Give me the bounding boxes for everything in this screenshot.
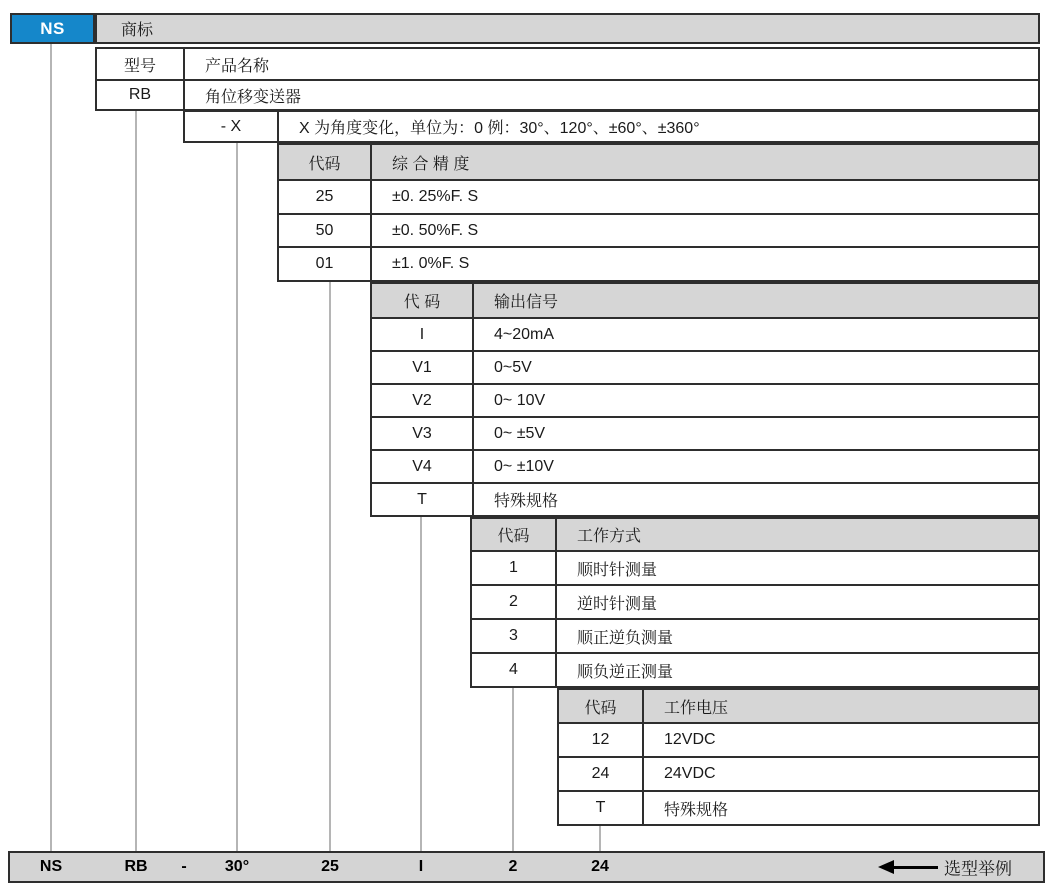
connector-line-angle	[236, 143, 238, 851]
table-row	[372, 383, 1038, 416]
mode-col-value: 工作方式	[557, 519, 1038, 550]
voltage-code: 12	[559, 724, 644, 756]
brand-label-cell	[95, 13, 1040, 44]
table-row	[372, 449, 1038, 482]
connector-line-brand	[50, 44, 52, 851]
output-value: 0~ 10V	[494, 391, 546, 409]
table-row	[472, 618, 1038, 652]
output-value: 0~ ±5V	[494, 424, 546, 442]
example-code-angle: 30°	[224, 858, 250, 875]
connector-line-output	[420, 517, 422, 851]
example-code-brand: NS	[39, 858, 63, 875]
table-header-row	[472, 519, 1038, 550]
mode-code: 3	[472, 620, 557, 652]
accuracy-code: 50	[279, 215, 372, 247]
output-col-code: 代 码	[372, 284, 474, 317]
working-voltage-table	[557, 688, 1040, 826]
mode-value: 逆时针测量	[577, 595, 658, 613]
model-code: RB	[97, 81, 185, 109]
accuracy-col-code: 代码	[279, 145, 372, 179]
output-code: V2	[372, 385, 474, 416]
model-col-header: 型号	[97, 49, 185, 79]
voltage-code: 24	[559, 758, 644, 790]
connector-line-voltage	[599, 826, 601, 851]
product-name: 角位移变送器	[205, 88, 302, 106]
voltage-col-code: 代码	[559, 690, 644, 722]
table-row	[97, 79, 1038, 109]
mode-value: 顺正逆负测量	[577, 629, 674, 647]
table-row	[559, 790, 1038, 824]
accuracy-value: ±1. 0%F. S	[392, 255, 470, 273]
voltage-code: T	[559, 792, 644, 824]
example-label: 选型举例	[944, 859, 1012, 879]
table-header-row	[279, 145, 1038, 179]
table-header-row	[559, 690, 1038, 722]
output-col-value: 输出信号	[474, 284, 1038, 317]
table-header-row	[372, 284, 1038, 317]
output-signal-table	[370, 282, 1040, 517]
output-code: I	[372, 319, 474, 350]
mode-code: 2	[472, 586, 557, 618]
mode-col-code: 代码	[472, 519, 557, 550]
voltage-col-value: 工作电压	[644, 690, 1038, 722]
accuracy-value: ±0. 50%F. S	[392, 221, 479, 239]
output-code: V4	[372, 451, 474, 482]
connector-line-model	[135, 111, 137, 851]
accuracy-col-value: 综 合 精 度	[372, 145, 1038, 179]
table-row	[279, 179, 1038, 213]
voltage-value: 特殊规格	[664, 801, 729, 819]
table-row	[472, 584, 1038, 618]
output-value: 0~ ±10V	[494, 457, 554, 475]
voltage-value: 12VDC	[664, 731, 716, 748]
example-code-model: RB	[124, 858, 148, 875]
table-row	[372, 482, 1038, 515]
example-code-voltage: 24	[591, 858, 609, 875]
table-row	[559, 722, 1038, 756]
output-value: 0~5V	[494, 358, 532, 376]
model-table	[95, 47, 1040, 111]
accuracy-code: 25	[279, 181, 372, 213]
table-row	[279, 213, 1038, 247]
table-row	[559, 756, 1038, 790]
table-row	[279, 246, 1038, 280]
mode-value: 顺时针测量	[577, 561, 658, 579]
table-row	[472, 550, 1038, 584]
table-row	[372, 416, 1038, 449]
output-code: V1	[372, 352, 474, 383]
output-code: V3	[372, 418, 474, 449]
angle-code: - X	[185, 112, 279, 141]
mode-code: 1	[472, 552, 557, 584]
mode-value: 顺负逆正测量	[577, 663, 674, 681]
left-arrow-icon	[878, 860, 938, 874]
voltage-value: 24VDC	[664, 765, 716, 782]
example-code-mode: 2	[508, 858, 518, 875]
table-row	[97, 49, 1038, 79]
angle-table	[183, 110, 1040, 143]
brand-code: NS	[40, 18, 65, 38]
product-name-col-header: 产品名称	[205, 57, 270, 75]
accuracy-code: 01	[279, 248, 372, 280]
connector-line-mode	[512, 688, 514, 851]
angle-description: X 为角度变化，单位为：0 例：30°、120°、±60°、±360°	[299, 120, 700, 137]
example-code-dash: -	[181, 858, 187, 875]
output-value: 特殊规格	[494, 493, 559, 510]
accuracy-value: ±0. 25%F. S	[392, 187, 479, 205]
brand-label: 商标	[121, 22, 154, 39]
example-code-output: I	[418, 858, 424, 875]
table-row	[372, 350, 1038, 383]
brand-code-box	[10, 13, 95, 44]
table-row	[372, 317, 1038, 350]
table-row	[185, 112, 1038, 141]
output-code: T	[372, 484, 474, 515]
accuracy-table	[277, 143, 1040, 282]
table-row	[472, 652, 1038, 686]
output-value: 4~20mA	[494, 325, 555, 343]
mode-code: 4	[472, 654, 557, 686]
connector-line-accuracy	[329, 282, 331, 851]
working-mode-table	[470, 517, 1040, 688]
example-code-accuracy: 25	[321, 858, 339, 875]
example-selection-bar	[8, 851, 1045, 883]
